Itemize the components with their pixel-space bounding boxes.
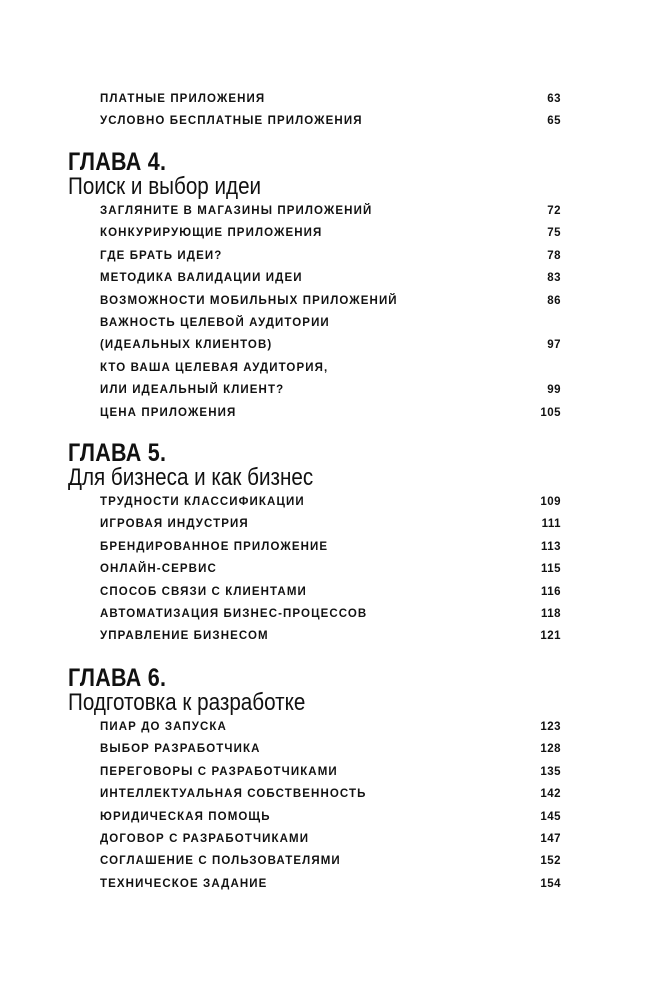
toc-entry[interactable] bbox=[0, 200, 664, 222]
toc-entry-page: 123 bbox=[540, 721, 561, 733]
toc-entry-page: 121 bbox=[540, 630, 561, 643]
chapter-6-entries bbox=[0, 716, 664, 895]
toc-entry-title: ИГРОВАЯ ИНДУСТРИЯ bbox=[100, 518, 249, 531]
toc-entry[interactable] bbox=[0, 88, 664, 110]
chapter-5-number: ГЛАВА 5. bbox=[68, 439, 167, 467]
toc-entry-title: ИНТЕЛЛЕКТУАЛЬНАЯ СОБСТВЕННОСТЬ bbox=[100, 788, 367, 801]
toc-entry-title-line: ВАЖНОСТЬ ЦЕЛЕВОЙ АУДИТОРИИ bbox=[100, 316, 330, 329]
toc-entry-title bbox=[100, 312, 330, 357]
toc-entry-title: ЦЕНА ПРИЛОЖЕНИЯ bbox=[100, 406, 237, 419]
toc-entry[interactable] bbox=[0, 290, 664, 312]
toc-entry-page: 113 bbox=[540, 540, 561, 553]
toc-entry[interactable] bbox=[0, 558, 664, 580]
toc-intro-list bbox=[0, 88, 664, 133]
toc-entry[interactable] bbox=[0, 828, 664, 850]
toc-entry[interactable] bbox=[0, 267, 664, 289]
toc-entry-page: 86 bbox=[547, 294, 561, 307]
toc-entry-title: ГДЕ БРАТЬ ИДЕИ? bbox=[100, 249, 223, 262]
toc-entry[interactable] bbox=[0, 581, 664, 603]
toc-entry-title-line: КТО ВАША ЦЕЛЕВАЯ АУДИТОРИЯ, bbox=[100, 361, 329, 374]
toc-entry-title: БРЕНДИРОВАННОЕ ПРИЛОЖЕНИЕ bbox=[100, 540, 329, 553]
toc-entry-title: ЮРИДИЧЕСКАЯ ПОМОЩЬ bbox=[100, 810, 271, 823]
toc-entry-page: 111 bbox=[541, 518, 561, 531]
toc-entry-page: 72 bbox=[547, 205, 561, 217]
chapter-4-entries bbox=[0, 200, 664, 424]
toc-entry[interactable] bbox=[0, 222, 664, 244]
toc-entry-title: ОНЛАЙН-СЕРВИС bbox=[100, 563, 217, 576]
toc-entry[interactable] bbox=[0, 603, 664, 625]
toc-entry[interactable] bbox=[0, 513, 664, 535]
toc-entry-title-line: ИЛИ ИДЕАЛЬНЫЙ КЛИЕНТ? bbox=[100, 384, 285, 397]
chapter-4-number: ГЛАВА 4. bbox=[68, 148, 167, 176]
toc-entry-title: ПЕРЕГОВОРЫ С РАЗРАБОТЧИКАМИ bbox=[100, 765, 338, 778]
chapter-4-title: Поиск и выбор идеи bbox=[68, 173, 262, 200]
toc-entry-page: 78 bbox=[547, 249, 561, 262]
toc-entry-page: 135 bbox=[540, 765, 561, 778]
toc-entry-title: ЗАГЛЯНИТЕ В МАГАЗИНЫ ПРИЛОЖЕНИЙ bbox=[100, 205, 373, 217]
toc-entry[interactable] bbox=[0, 738, 664, 760]
toc-entry-page: 154 bbox=[540, 877, 561, 890]
toc-entry-title: ВЫБОР РАЗРАБОТЧИКА bbox=[100, 743, 261, 756]
toc-entry[interactable] bbox=[0, 850, 664, 872]
toc-entry-title: СПОСОБ СВЯЗИ С КЛИЕНТАМИ bbox=[100, 585, 307, 598]
toc-entry[interactable] bbox=[0, 402, 664, 424]
toc-entry[interactable] bbox=[0, 783, 664, 805]
toc-entry-page: 128 bbox=[540, 743, 561, 756]
toc-entry[interactable] bbox=[0, 716, 664, 738]
toc-entry-title: ВОЗМОЖНОСТИ МОБИЛЬНЫХ ПРИЛОЖЕНИЙ bbox=[100, 294, 398, 307]
toc-entry-page: 142 bbox=[540, 788, 561, 801]
toc-entry-title: ПИАР ДО ЗАПУСКА bbox=[100, 721, 227, 733]
toc-entry[interactable] bbox=[0, 110, 664, 132]
toc-entry[interactable] bbox=[0, 761, 664, 783]
toc-entry[interactable] bbox=[0, 491, 664, 513]
toc-entry-page: 116 bbox=[540, 585, 561, 598]
toc-entry[interactable] bbox=[0, 536, 664, 558]
toc-entry[interactable] bbox=[0, 312, 664, 357]
toc-entry[interactable] bbox=[0, 873, 664, 895]
toc-entry-page: 118 bbox=[540, 607, 561, 620]
toc-entry-page: 99 bbox=[547, 384, 561, 397]
chapter-6-number: ГЛАВА 6. bbox=[68, 664, 167, 692]
toc-entry-page: 65 bbox=[547, 115, 561, 128]
toc-entry-page: 105 bbox=[540, 406, 561, 419]
toc-entry[interactable] bbox=[0, 625, 664, 647]
toc-entry-title: МЕТОДИКА ВАЛИДАЦИИ ИДЕИ bbox=[100, 272, 303, 285]
toc-entry-title-line: (ИДЕАЛЬНЫХ КЛИЕНТОВ) bbox=[100, 339, 273, 352]
chapter-5-entries bbox=[0, 491, 664, 648]
toc-entry-page: 115 bbox=[540, 563, 561, 576]
toc-entry-title: ПЛАТНЫЕ ПРИЛОЖЕНИЯ bbox=[100, 93, 266, 105]
toc-entry-page: 97 bbox=[547, 339, 561, 352]
toc-entry-page: 109 bbox=[540, 496, 561, 508]
toc-entry-page: 152 bbox=[540, 855, 561, 868]
toc-entry-title: УПРАВЛЕНИЕ БИЗНЕСОМ bbox=[100, 630, 269, 643]
toc-entry[interactable] bbox=[0, 357, 664, 402]
toc-entry-title: УСЛОВНО БЕСПЛАТНЫЕ ПРИЛОЖЕНИЯ bbox=[100, 115, 363, 128]
chapter-5-title: Для бизнеса и как бизнес bbox=[68, 464, 314, 491]
toc-entry-title: ДОГОВОР С РАЗРАБОТЧИКАМИ bbox=[100, 832, 310, 845]
toc-entry-title: ТЕХНИЧЕСКОЕ ЗАДАНИЕ bbox=[100, 877, 268, 890]
toc-entry-title: ТРУДНОСТИ КЛАССИФИКАЦИИ bbox=[100, 496, 305, 508]
toc-entry-page: 83 bbox=[547, 272, 561, 285]
toc-entry[interactable] bbox=[0, 245, 664, 267]
toc-entry-title: СОГЛАШЕНИЕ С ПОЛЬЗОВАТЕЛЯМИ bbox=[100, 855, 341, 868]
chapter-6-title: Подготовка к разработке bbox=[68, 689, 306, 716]
toc-entry-title: АВТОМАТИЗАЦИЯ БИЗНЕС-ПРОЦЕССОВ bbox=[100, 607, 368, 620]
toc-entry-page: 63 bbox=[547, 93, 561, 105]
toc-entry-title: КОНКУРИРУЮЩИЕ ПРИЛОЖЕНИЯ bbox=[100, 227, 323, 240]
toc-entry-title bbox=[100, 357, 328, 402]
toc-entry-page: 145 bbox=[540, 810, 561, 823]
toc-entry-page: 147 bbox=[540, 832, 561, 845]
toc-entry[interactable] bbox=[0, 806, 664, 828]
toc-entry-page: 75 bbox=[547, 227, 561, 240]
